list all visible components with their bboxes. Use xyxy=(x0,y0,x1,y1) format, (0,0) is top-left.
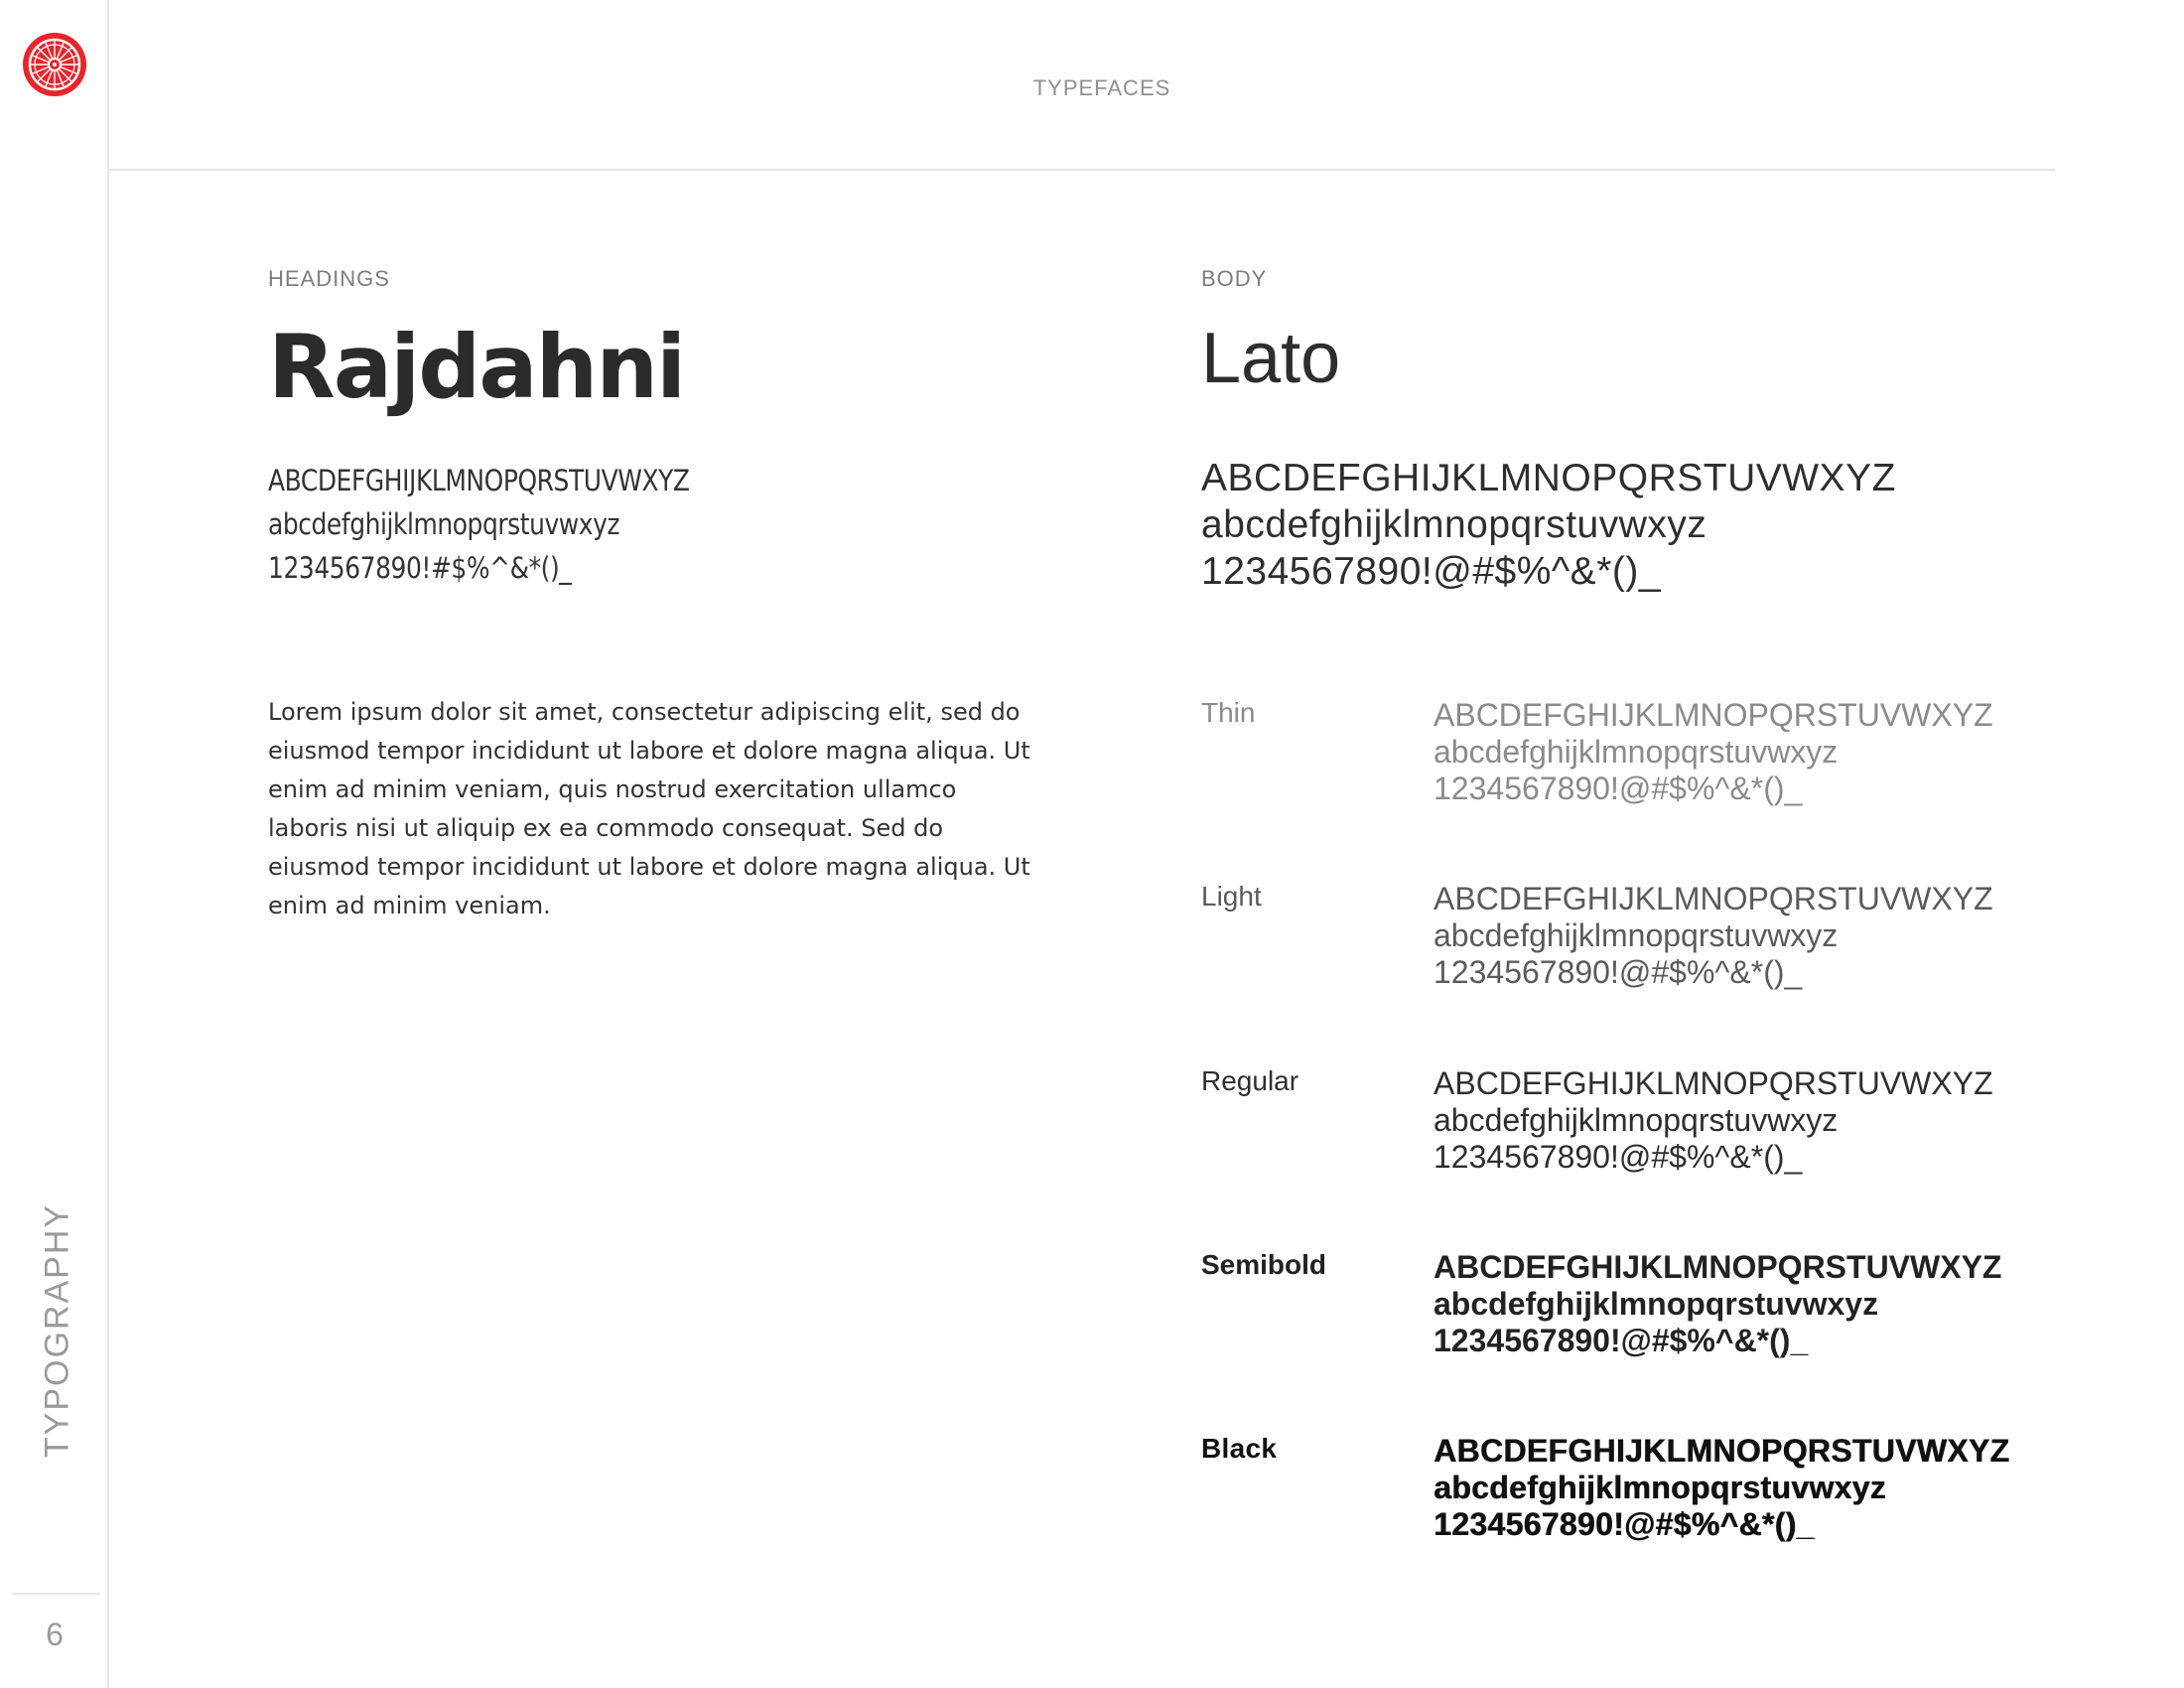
weight-uppercase: ABCDEFGHIJKLMNOPQRSTUVWXYZ xyxy=(1433,697,1993,733)
weight-row-regular xyxy=(1201,1065,2095,1195)
weight-row-semibold xyxy=(1201,1249,2095,1378)
headings-glyph-sample xyxy=(268,459,884,590)
weight-uppercase: ABCDEFGHIJKLMNOPQRSTUVWXYZ xyxy=(1433,1249,2002,1285)
header-divider xyxy=(109,169,2055,171)
weight-sample xyxy=(1433,1065,1993,1176)
weight-row-black xyxy=(1201,1433,2095,1562)
headings-lowercase: abcdefghijklmnopqrstuvwxyz xyxy=(268,507,620,541)
headings-sample-paragraph: Lorem ipsum dolor sit amet, consectetur adipiscing elit, sed do eiusmod tempor incididunt ut labore et dolore magna aliqua. Ut enim ad minim veniam, quis nostrud exercitation ullamco laboris nisi ut aliquip ex ea commodo consequat. Sed do eiusmod tempor incididunt ut labore et dolore magna aliqua. Ut enim ad minim veniam. xyxy=(268,698,1030,919)
weight-numbers: 1234567890!@#$%^&*()_ xyxy=(1433,1139,1803,1175)
weight-sample xyxy=(1433,1433,2009,1543)
weight-uppercase: ABCDEFGHIJKLMNOPQRSTUVWXYZ xyxy=(1433,1433,2010,1469)
weight-lowercase: abcdefghijklmnopqrstuvwxyz xyxy=(1433,734,1839,770)
body-lowercase: abcdefghijklmnopqrstuvwxyz xyxy=(1201,503,1707,546)
body-uppercase: ABCDEFGHIJKLMNOPQRSTUVWXYZ xyxy=(1201,457,1896,499)
weight-uppercase: ABCDEFGHIJKLMNOPQRSTUVWXYZ xyxy=(1433,881,1993,916)
weight-sample xyxy=(1433,697,1993,807)
weight-row-thin xyxy=(1201,697,2095,826)
page-title: TYPEFACES xyxy=(1032,75,1171,100)
weight-name: Light xyxy=(1201,881,1262,912)
page-number: 6 xyxy=(46,1617,64,1652)
section-title: TYPOGRAPHY xyxy=(38,1202,76,1459)
headings-font-name: Rajdahni xyxy=(268,316,685,418)
weight-row-light xyxy=(1201,881,2095,1010)
body-glyph-sample xyxy=(1201,455,2015,595)
weight-lowercase: abcdefghijklmnopqrstuvwxyz xyxy=(1433,1102,1839,1138)
body-label: BODY xyxy=(1201,266,1268,291)
weight-numbers: 1234567890!@#$%^&*()_ xyxy=(1433,1323,1809,1358)
weight-lowercase: abcdefghijklmnopqrstuvwxyz xyxy=(1433,1286,1879,1322)
weight-numbers: 1234567890!@#$%^&*()_ xyxy=(1433,771,1803,806)
sidebar xyxy=(0,0,109,1688)
headings-label: HEADINGS xyxy=(268,266,390,291)
headings-numbers: 1234567890!#$%^&*()_ xyxy=(268,551,572,585)
weight-lowercase: abcdefghijklmnopqrstuvwxyz xyxy=(1433,1470,1886,1505)
weight-name: Black xyxy=(1201,1433,1278,1464)
headings-uppercase: ABCDEFGHIJKLMNOPQRSTUVWXYZ xyxy=(268,464,690,497)
weight-uppercase: ABCDEFGHIJKLMNOPQRSTUVWXYZ xyxy=(1433,1065,1993,1101)
weight-name: Regular xyxy=(1201,1065,1299,1096)
weight-numbers: 1234567890!@#$%^&*()_ xyxy=(1433,1506,1815,1542)
weight-numbers: 1234567890!@#$%^&*()_ xyxy=(1433,954,1803,990)
weight-name: Thin xyxy=(1201,697,1256,728)
body-font-name: Lato xyxy=(1201,319,1341,398)
weight-name: Semibold xyxy=(1201,1249,1327,1280)
sidebar-divider xyxy=(12,1593,99,1595)
weight-lowercase: abcdefghijklmnopqrstuvwxyz xyxy=(1433,917,1839,953)
weight-sample xyxy=(1433,881,1993,991)
wheel-icon xyxy=(21,31,88,98)
weight-sample xyxy=(1433,1249,2001,1359)
body-numbers: 1234567890!@#$%^&*()_ xyxy=(1201,550,1662,593)
